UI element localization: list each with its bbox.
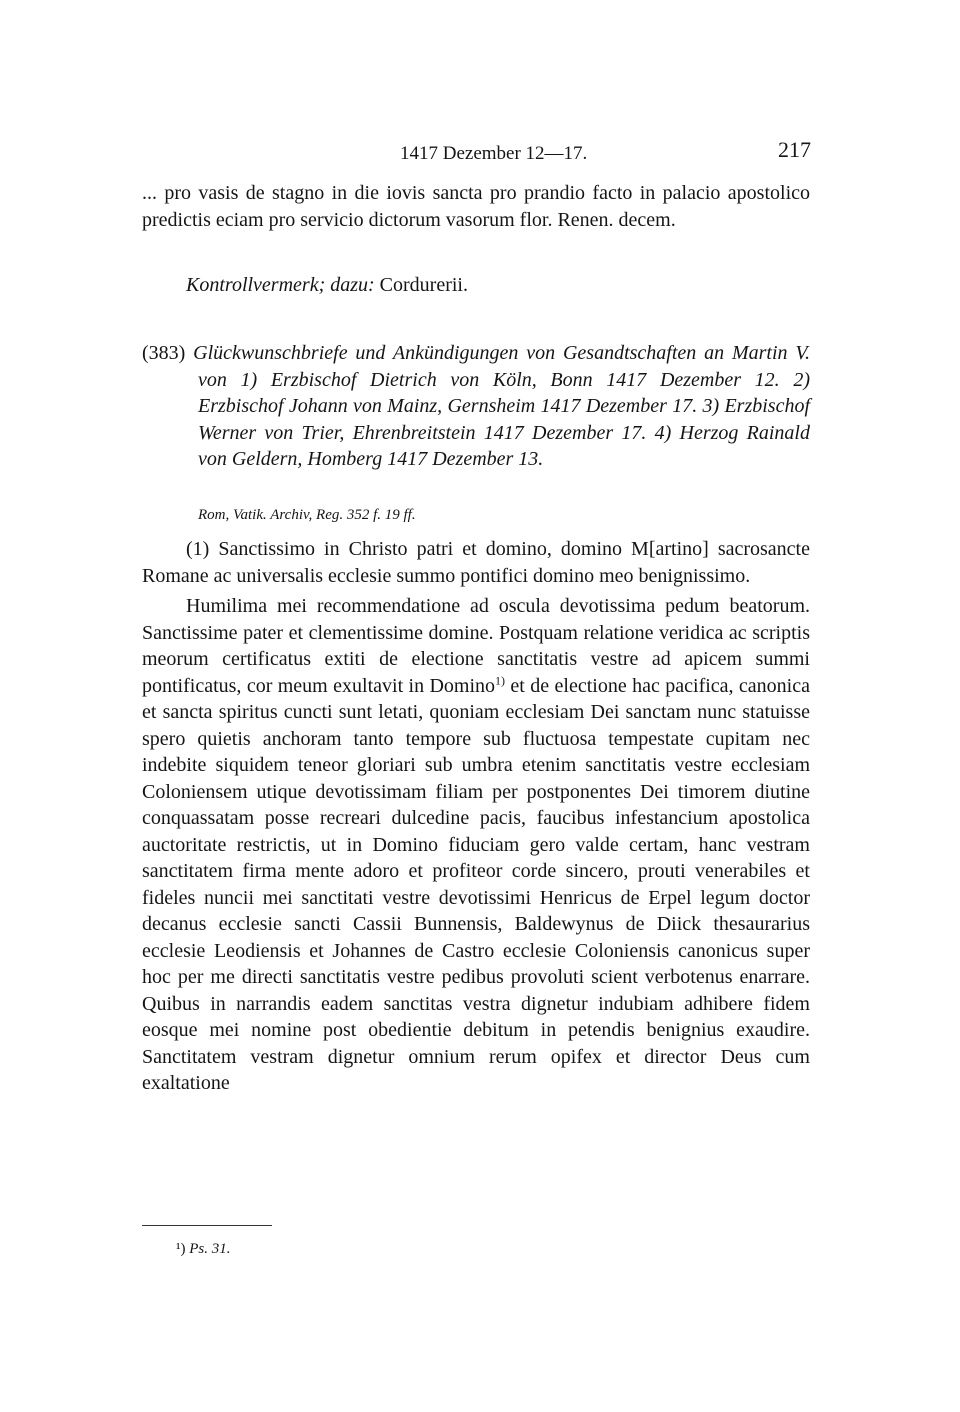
letter-body [142, 593, 810, 1097]
letter-text [142, 536, 810, 1097]
letter-body-part-2: et de electione hac pacifica, canonica et sancta spiritus cuncti sunt letati, quoniam ecclesiam Dei sanctam nunc statuisse spero quietis anchoram tanto tempore sub fluctuosa tempestate cupitam nec indebite siquidem teneor gloriari sub umbra etenim sanctitatis vestre ecclesiam Coloniensem utique devotissimam filiam per postponentes Dei timorem diutine conquassatam posse recreari dulcedine pacis, faucibus infestancium apostolica auctoritate restrictis, ut in Domino fiduciam gero valde certam, hanc vestram sanctitatem firma mente adoro et profiteor corde sincero, prouti venerabiles et fideles nuncii mei sanctitati vestre devotissimi Henricus de Erpel legum doctor decanus ecclesie sancti Cassii Bunnensis, Baldewynus de Diick thesaurarius ecclesie Leodiensis et Johannes de Castro ecclesie Coloniensis canonicus super hoc per me directi sanctitatis vestre pedibus provoluti scient verbotenus enarrare. Quibus in narrandis eadem sanctitas vestra dignetur indubiam adhibere fidem eosque mei nomine post obedientie debitum in petendis benignius exaudire. Sanctitatem vestram dignetur omnium rerum opifex et director Deus cum exaltatione [142, 674, 810, 1094]
footnote-rule [142, 1225, 272, 1226]
continuation-block [142, 180, 810, 233]
archive-source: Rom, Vatik. Archiv, Reg. 352 f. 19 ff. [198, 507, 416, 523]
page-number: 217 [778, 137, 811, 162]
entry-heading [142, 340, 810, 473]
letter-body-part-1: Humilima mei recommendatione ad oscula devotissima pedum beatorum. Sanctissime pater et clementissime domine. Postquam relatione veridica ac scriptis meorum certificatus extiti de electione sanctitatis vestre ad apicem summi pontificatus, cor meum exultavit in Domino [142, 595, 810, 697]
footnote-text: Ps. 31. [185, 1241, 231, 1257]
footnote-mark: ¹) [176, 1241, 186, 1257]
kontrollvermerk [186, 272, 468, 298]
entry-number: (383) [142, 342, 186, 364]
letter-salutation: (1) Sanctissimo in Christo patri et domino, domino M[artino] sacrosancte Romane ac universalis ecclesie summo pontifici domino meo benignissimo. [142, 538, 810, 587]
footnote-reference: 1) [495, 672, 506, 687]
kontrollvermerk-value: Cordurerii. [374, 274, 468, 296]
footnote [176, 1238, 231, 1260]
entry-title: Glückwunschbriefe und Ankündigungen von Gesandtschaften an Martin V. von 1) Erzbischof Dietrich von Köln, Bonn 1417 Dezember 12. 2) Erzbischof Johann von Mainz, Gernsheim 1417 Dezember 17. 3) Erzbischof Werner von Trier, Ehrenbreitstein 1417 Dezember 17. 4) Herzog Rainald von Geldern, Homberg 1417 Dezember 13. [185, 342, 810, 470]
header-date: 1417 Dezember 12—17. [400, 143, 588, 164]
continuation-paragraph: ... pro vasis de stagno in die iovis sancta pro prandio facto in palacio apostolico predictis eciam pro servicio dictorum vasorum flor. Renen. decem. [142, 182, 810, 231]
kontrollvermerk-label: Kontrollvermerk; dazu: [186, 274, 375, 296]
